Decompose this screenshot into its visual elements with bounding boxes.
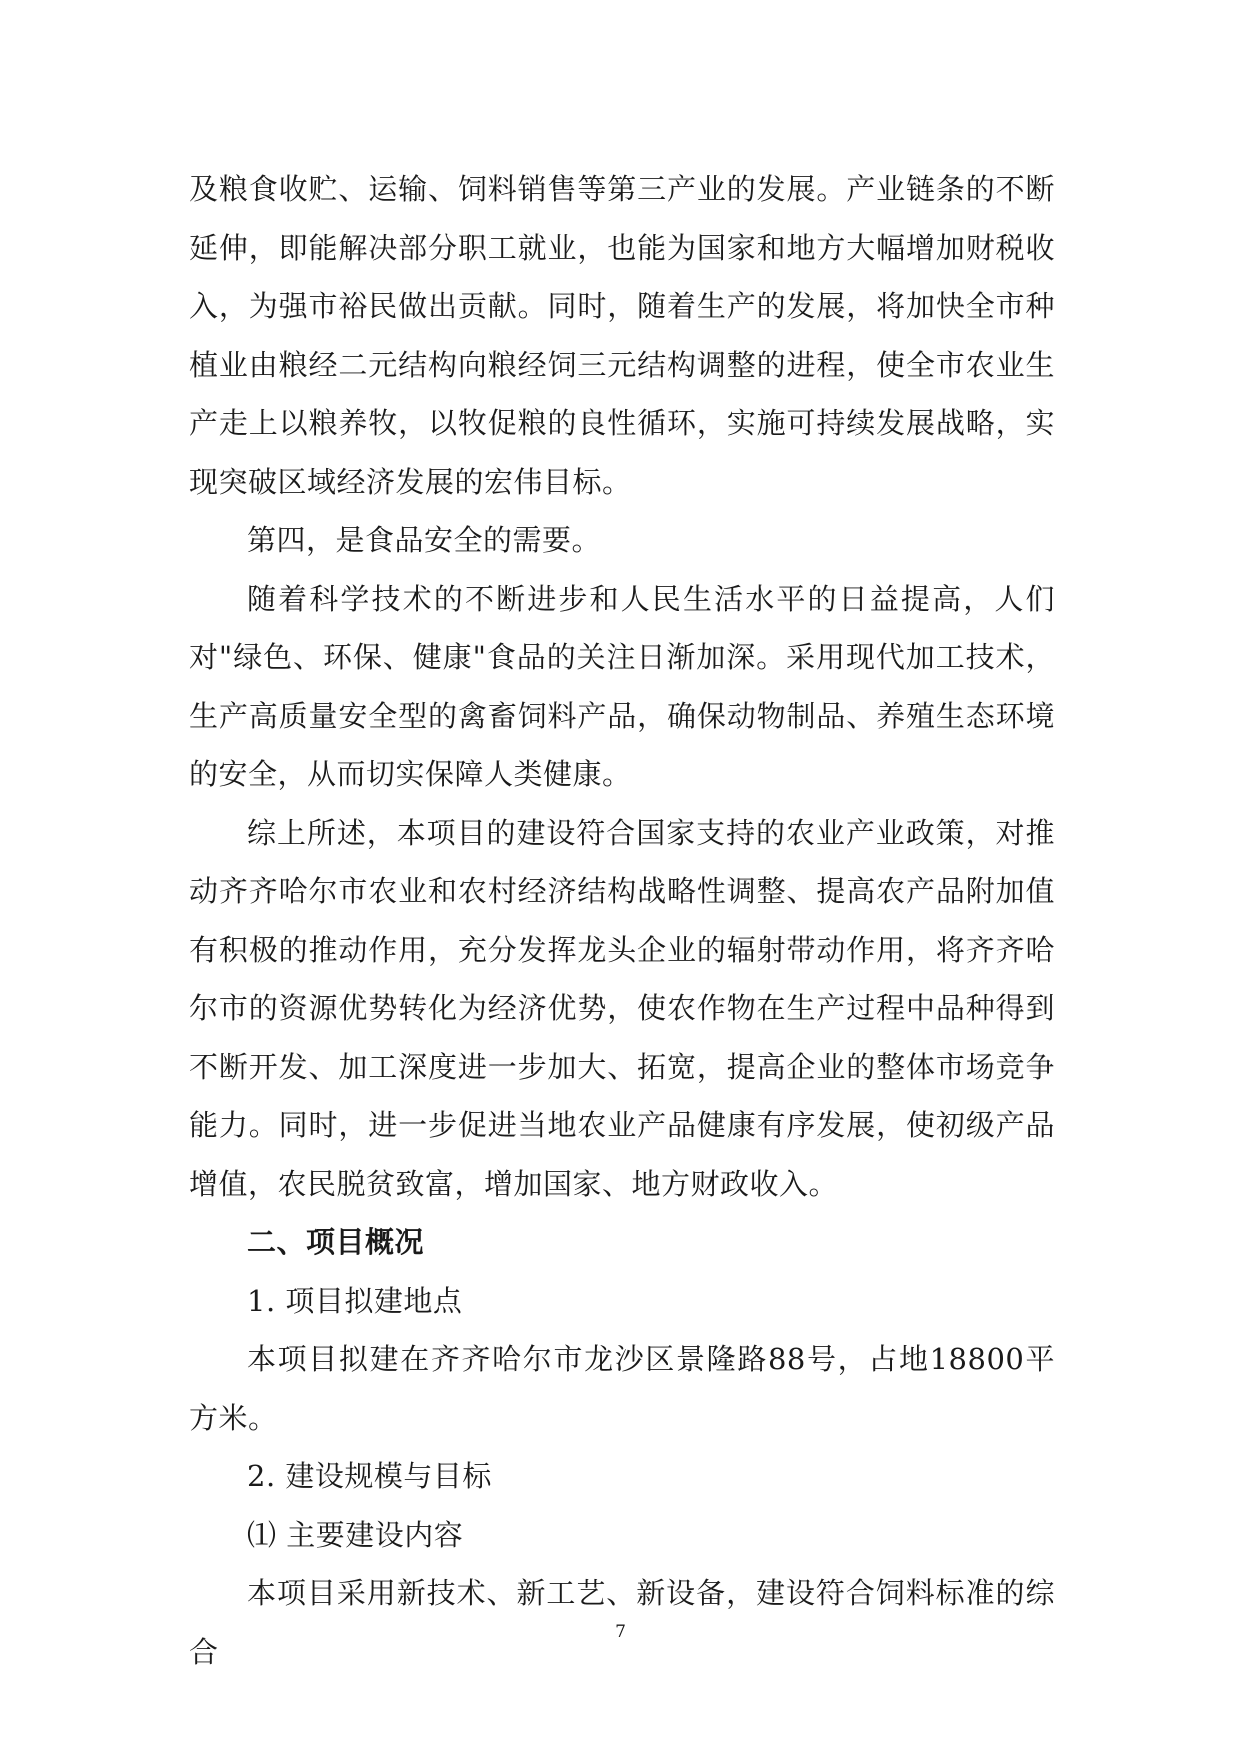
paragraph-summary: 综上所述，本项目的建设符合国家支持的农业产业政策，对推动齐齐哈尔市农业和农村经济结构战略性调整、提高农产品附加值有积极的推动作用，充分发挥龙头企业的辐射带动作用，将齐齐哈尔市的资源优势转化为经济优势，使农作物在生产过程中品种得到不断开发、加工深度进一步加大、拓宽，提高企业的整体市场竞争能力。同时，进一步促进当地农业产品健康有序发展，使初级产品增值，农民脱贫致富，增加国家、地方财政收入。 — [189, 815, 1055, 1201]
subheading-main-construction: ⑴ 主要建设内容 — [247, 1517, 464, 1552]
paragraph-main-construction: 本项目采用新技术、新工艺、新设备，建设符合饲料标准的综合 — [189, 1576, 1055, 1669]
paragraph-food-safety-heading: 第四，是食品安全的需要。 — [247, 523, 602, 557]
paragraph-project-location: 本项目拟建在齐齐哈尔市龙沙区景隆路88号，占地18800平方米。 — [189, 1342, 1055, 1435]
paragraph-food-safety: 随着科学技术的不断进步和人民生活水平的日益提高，人们对"绿色、环保、健康"食品的关注日渐加深。采用现代加工技术，生产高质量安全型的禽畜饲料产品，确保动物制品、养殖生态环境的安全，从而切实保障人类健康。 — [189, 581, 1055, 791]
section-heading-project-overview: 二、项目概况 — [247, 1225, 425, 1259]
subheading-scale-and-goals: 2. 建设规模与目标 — [247, 1459, 492, 1493]
paragraph-industry-chain: 及粮食收贮、运输、饲料销售等第三产业的发展。产业链条的不断延伸，即能解决部分职工就业，也能为国家和地方大幅增加财税收入，为强市裕民做出贡献。同时，随着生产的发展，将加快全市种植业由粮经二元结构向粮经饲三元结构调整的进程，使全市农业生产走上以粮养牧，以牧促粮的良性循环，实施可持续发展战略，实现突破区域经济发展的宏伟目标。 — [189, 172, 1055, 499]
subheading-project-location: 1. 项目拟建地点 — [247, 1283, 463, 1318]
page-number: 7 — [615, 1622, 626, 1642]
body-text — [189, 160, 1055, 1681]
